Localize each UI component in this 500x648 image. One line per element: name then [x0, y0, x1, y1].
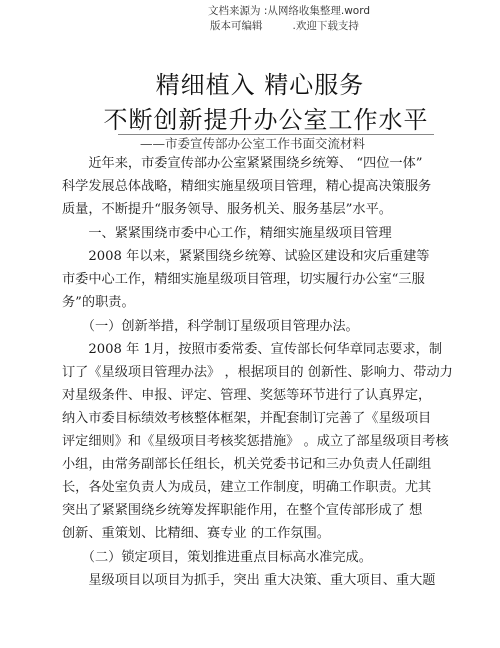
- paragraph-2008: [62, 245, 454, 314]
- title-line-2: 不断创新提升办公室工作水平: [103, 106, 429, 134]
- text-line: 评定细则》和《星级项目考核奖惩措施》 。成立了部星级项目考核: [62, 434, 449, 449]
- text-line: 质量，不断提升“服务领导、服务机关、服务基层”水平。: [62, 202, 392, 217]
- text-line: 对星级条件、申报、评定、管理、奖惩等环节进行了认真界定，: [62, 388, 432, 403]
- text-line: （二）锁定项目，策划推进重点目标高水准完成。: [62, 550, 372, 565]
- text-line: 长，各处室负责人为成员，建立工作制度，明确工作职责。尤其: [62, 480, 432, 495]
- paragraph-intro: [62, 152, 454, 221]
- section-heading-1: [62, 222, 454, 245]
- paragraph-2008-jan: [62, 338, 454, 545]
- text-line: 创新、重策划、比精细、赛专业 的工作氛围。: [62, 526, 330, 541]
- source-note-line-2: 版本可编辑 .欢迎下载支持: [210, 20, 359, 32]
- text-line: 近年来，市委宣传部办公室紧紧围绕乡统筹、 “四位一体”: [62, 156, 423, 171]
- text-line: （一）创新举措，科学制订星级项目管理办法。: [62, 319, 359, 334]
- text-line: 一、紧紧围绕市委中心工作，精细实施星级项目管理: [62, 226, 392, 241]
- source-note: [208, 4, 408, 34]
- text-line: 2008 年 1月，按照市委常委、宣传部长何华章同志要求，制: [62, 342, 443, 357]
- title-line-1: 精细植入 精心服务: [155, 71, 365, 99]
- text-line: 科学发展总体战略，精细实施星级项目管理，精心提高决策服务: [62, 179, 432, 194]
- text-line: 2008 年以来，紧紧围绕乡统筹、试验区建设和灾后重建等: [62, 249, 430, 264]
- sub-heading-1: [62, 315, 454, 338]
- sub-heading-2: [62, 546, 454, 569]
- text-line: 务”的职责。: [62, 295, 135, 310]
- text-line: 星级项目以项目为抓手，突出 重大决策、重大项目、重大题: [62, 573, 436, 588]
- subtitle: ——市委宣传部办公室工作书面交流材料: [140, 136, 366, 151]
- text-line: 纳入市委目标绩效考核整体框架，并配套制订完善了《星级项目: [62, 411, 432, 426]
- paragraph-star-projects: [62, 569, 454, 592]
- text-line: 小组，由常务副部长任组长，机关党委书记和三办负责人任副组: [62, 457, 432, 472]
- text-line: 订了《星级项目管理办法》 ，根据项目的 创新性、影响力、带动力: [62, 365, 453, 380]
- source-note-line-1: 文档来源为 :从网络收集整理.word: [208, 5, 371, 17]
- text-line: 突出了紧紧围绕乡统筹发挥职能作用，在整个宣传部形成了 想: [62, 503, 423, 518]
- text-line: 市委中心工作，精细实施星级项目管理，切实履行办公室“三服: [62, 272, 425, 287]
